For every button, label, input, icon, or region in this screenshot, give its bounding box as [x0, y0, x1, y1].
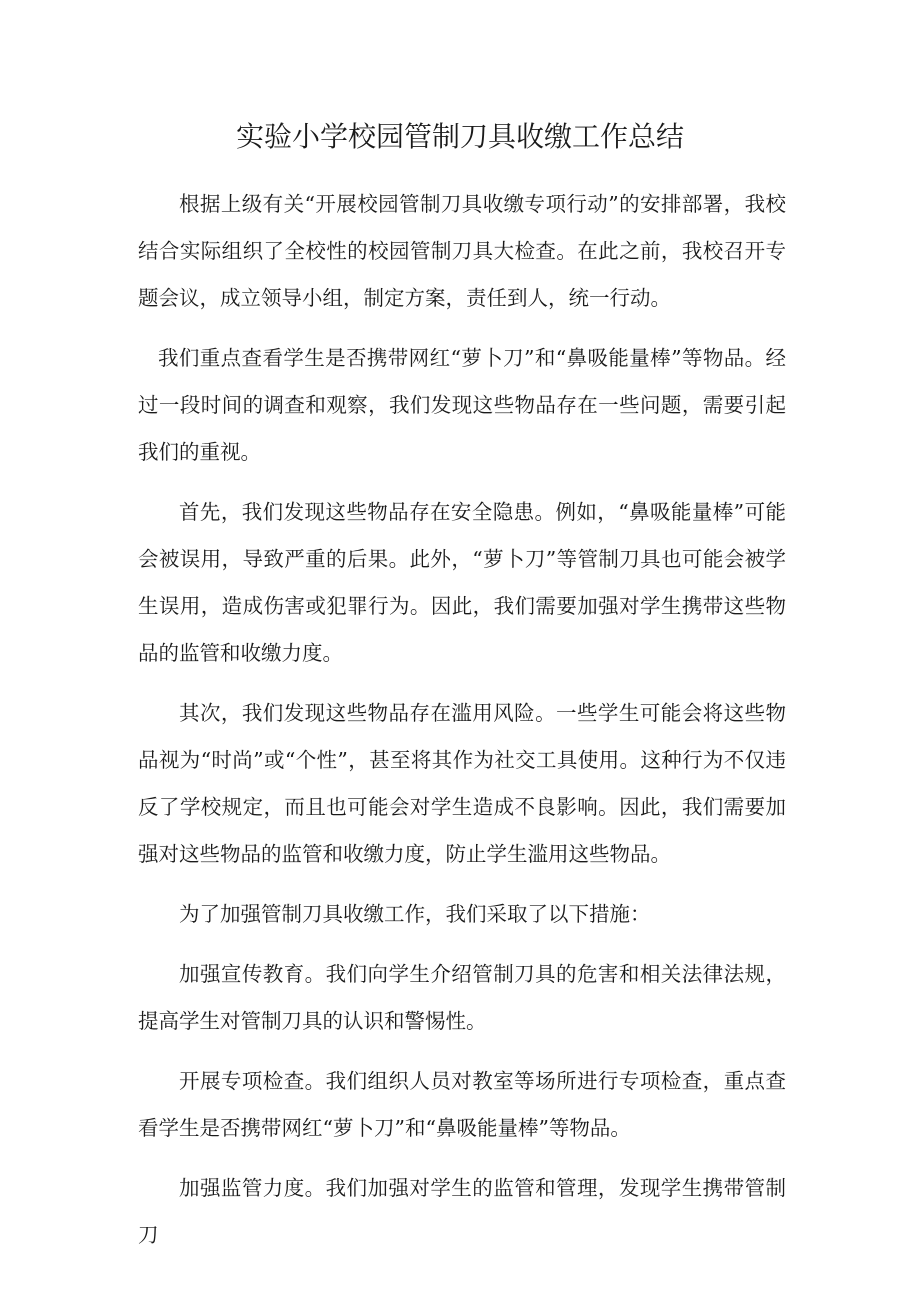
- paragraph-measure-inspection: 开展专项检查。我们组织人员对教室等场所进行专项检查，重点查看学生是否携带网红“萝卜刀”和“鼻吸能量棒”等物品。: [138, 1069, 786, 1140]
- document-body: [138, 181, 786, 1272]
- paragraph-safety-risk: 首先，我们发现这些物品存在安全隐患。例如，“鼻吸能量棒”可能会被误用，导致严重的后果。此外，“萝卜刀”等管制刀具也可能会被学生误用，造成伤害或犯罪行为。因此，我们需要加强对学生携带这些物品的监管和收缴力度。: [138, 500, 786, 665]
- document-title: 实验小学校园管制刀具收缴工作总结: [235, 120, 684, 153]
- paragraph-intro: 根据上级有关“开展校园管制刀具收缴专项行动”的安排部署，我校结合实际组织了全校性的校园管制刀具大检查。在此之前，我校召开专题会议，成立领导小组，制定方案，责任到人，统一行动。: [138, 192, 786, 310]
- paragraph-focus: 我们重点查看学生是否携带网红“萝卜刀”和“鼻吸能量棒”等物品。经过一段时间的调查和观察，我们发现这些物品存在一些问题，需要引起我们的重视。: [138, 346, 786, 464]
- paragraph-abuse-risk: 其次，我们发现这些物品存在滥用风险。一些学生可能会将这些物品视为“时尚”或“个性”，甚至将其作为社交工具使用。这种行为不仅违反了学校规定，而且也可能会对学生造成不良影响。因此，我们需要加强对这些物品的监管和收缴力度，防止学生滥用这些物品。: [138, 701, 786, 866]
- paragraph-measure-education: 加强宣传教育。我们向学生介绍管制刀具的危害和相关法律法规，提高学生对管制刀具的认识和警惕性。: [138, 962, 786, 1033]
- paragraph-measure-supervision: 加强监管力度。我们加强对学生的监管和管理，发现学生携带管制刀: [138, 1176, 786, 1247]
- paragraph-measures-intro: 为了加强管制刀具收缴工作，我们采取了以下措施：: [179, 902, 651, 926]
